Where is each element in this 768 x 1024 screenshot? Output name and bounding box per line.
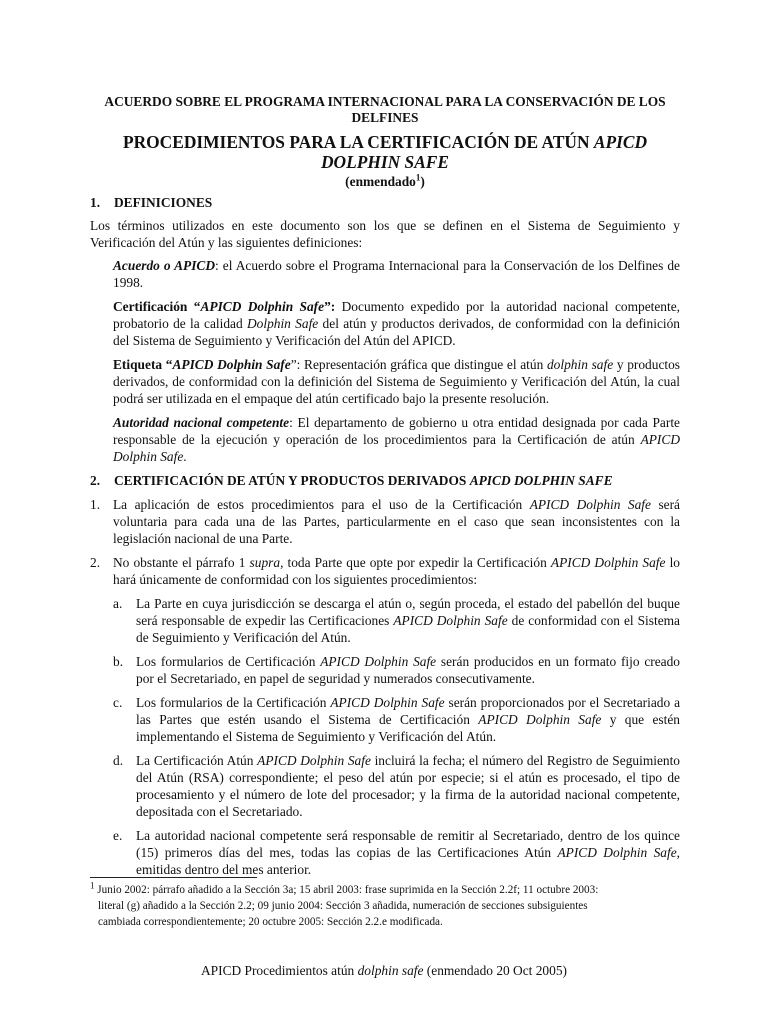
sub-list-item xyxy=(113,653,680,687)
italic-run: APICD Dolphin Safe xyxy=(478,712,602,727)
document-title xyxy=(90,132,680,172)
definition-term-close: ”: xyxy=(324,299,336,314)
text-run: incluirá la fecha; el número del Registro de Seguimiento del Atún (RSA) correspondiente; el peso del atún por especie; si el atún es procesado, el tipo de procesamiento y el número de lote del procesador; y la firma de la autoridad nacional competente, depositada con el Secretariado. xyxy=(136,753,681,819)
list-item-text xyxy=(113,554,680,588)
definition-text-rest: del atún y productos derivados, de conformidad con la definición del Sistema de Seguimiento y Verificación del Atún del APICD. xyxy=(113,316,680,348)
subtitle-text: (enmendado xyxy=(345,174,416,189)
section-1-heading xyxy=(90,194,680,211)
text-run: lo hará únicamente de conformidad con los siguientes procedimientos: xyxy=(113,555,681,587)
definition-term: Autoridad nacional competente xyxy=(113,415,290,430)
text-run: de conformidad con el Sistema de Seguimiento y Verificación del Atún. xyxy=(136,613,681,645)
definition-etiqueta xyxy=(113,356,680,407)
definition-text-italic: dolphin safe xyxy=(546,357,614,372)
text-run: No obstante el párrafo 1 xyxy=(113,555,250,570)
definition-term-italic: APICD Dolphin Safe xyxy=(200,299,325,314)
footnote-mark: 1 xyxy=(90,880,95,891)
document-body xyxy=(90,94,680,878)
sub-list-item xyxy=(113,827,680,878)
definition-certificacion xyxy=(113,298,680,349)
definition-acuerdo xyxy=(113,257,680,291)
sub-list-item-letter: d. xyxy=(113,753,124,768)
footnote-line-3: cambiada correspondientemente; 20 octubre 2005: Sección 2.2.e modificada. xyxy=(98,916,443,928)
document-supertitle: ACUERDO SOBRE EL PROGRAMA INTERNACIONAL PARA LA CONSERVACIÓN DE LOS DELFINES xyxy=(104,94,666,125)
footer-text: APICD Procedimientos atún xyxy=(201,963,358,978)
footnote xyxy=(90,882,680,930)
definition-term: Certificación “ xyxy=(113,299,201,314)
footer-text-rest: (enmendado 20 Oct 2005) xyxy=(423,963,567,978)
section-2-title-text: CERTIFICACIÓN DE ATÚN Y PRODUCTOS DERIVADOS xyxy=(114,473,470,488)
document-title-text: PROCEDIMIENTOS PARA LA CERTIFICACIÓN DE ATÚN xyxy=(122,132,594,152)
text-run: , toda Parte que opte por expedir la Certificación xyxy=(280,555,551,570)
list-item-number: 1. xyxy=(90,497,101,512)
italic-run: APICD Dolphin Safe xyxy=(320,654,437,669)
footnote-line-2: literal (g) añadido a la Sección 2.2; 09 junio 2004: Sección 3 añadida, numeración de secciones subsiguientes xyxy=(98,900,588,912)
sub-list-item xyxy=(113,752,680,820)
section-1-title: DEFINICIONES xyxy=(114,195,213,210)
definition-term: Acuerdo o APICD xyxy=(113,258,216,273)
definition-term-italic: APICD Dolphin Safe xyxy=(172,357,291,372)
sub-list-item-text xyxy=(136,595,680,646)
text-run: y que estén implementando el Sistema de Seguimiento y Verificación del Atún. xyxy=(136,712,680,744)
text-run: La Certificación Atún xyxy=(136,753,258,768)
subtitle-close: ) xyxy=(420,174,425,189)
text-run: La autoridad nacional competente será responsable de remitir al Secretariado, dentro de los quince (15) primeros días del mes, todas las copias de las Certificaciones Atún xyxy=(136,828,680,860)
sub-list-item-letter: c. xyxy=(113,695,123,710)
text-run: Los formularios de la Certificación xyxy=(136,695,331,710)
text-run: La aplicación de estos procedimientos para el uso de la Certificación xyxy=(113,497,530,512)
italic-run: APICD Dolphin Safe xyxy=(330,695,445,710)
sub-list-item-letter: e. xyxy=(113,828,123,843)
sub-list-item-text xyxy=(136,694,680,745)
footnote-line-1 xyxy=(90,882,680,898)
italic-run: APICD Dolphin Safe xyxy=(393,613,508,628)
section-2-title-italic: APICD DOLPHIN SAFE xyxy=(469,473,613,488)
list-item-text xyxy=(113,496,680,547)
sub-list-item-text xyxy=(136,752,680,820)
text-run: Los formularios de Certificación xyxy=(136,654,321,669)
text-run: será voluntaria para cada una de las Partes, particularmente en el caso que sean inconsistentes con la legislación nacional de una Parte. xyxy=(113,497,681,546)
italic-run: APICD Dolphin Safe xyxy=(257,753,371,768)
sub-list-item-text xyxy=(136,653,680,687)
list-item xyxy=(90,554,680,588)
definition-text: : el Acuerdo sobre el Programa Internacional para la Conservación de los Delfines de 1998. xyxy=(113,258,680,290)
definition-text-italic: APICD Dolphin Safe xyxy=(113,432,680,464)
list-item-number: 2. xyxy=(90,555,101,570)
definition-text: Documento expedido por la autoridad nacional competente, probatorio de la calidad xyxy=(113,299,681,331)
sub-list-item-letter: b. xyxy=(113,654,124,669)
document-subtitle xyxy=(90,173,680,190)
section-2-heading xyxy=(90,472,680,489)
definition-text-rest: y productos derivados, de conformidad con la definición del Sistema de Seguimiento y Verificación del Atún, la cual podrá ser utilizada en el empaque del atún certificado bajo la presente resolución. xyxy=(113,357,681,406)
text-run: La Parte en cuya jurisdicción se descarga el atún o, según proceda, el estado del pabellón del buque será responsable de expedir las Certificaciones xyxy=(136,596,680,628)
text-run: , emitidas dentro del mes anterior. xyxy=(136,845,681,877)
definition-text: : El departamento de gobierno u otra entidad designada por cada Parte responsable de la ejecución y operación de los procedimientos para la Certificación de atún xyxy=(113,415,680,447)
text-run: serán proporcionados por el Secretariado a las Partes que estén usando el Sistema de Certificación xyxy=(136,695,681,727)
section-2-title xyxy=(114,472,613,489)
page-footer xyxy=(0,962,768,979)
definition-autoridad xyxy=(113,414,680,465)
text-run: serán producidos en un formato fijo creado por el Secretariado, en papel de seguridad y numerados consecutivamente. xyxy=(136,654,680,686)
definition-text: ”: Representación gráfica que distingue el atún xyxy=(290,357,547,372)
footnote-reference: 1 xyxy=(415,172,421,183)
list-item xyxy=(90,496,680,547)
definition-text-italic: Dolphin Safe xyxy=(246,316,319,331)
document-title-italic: APICD DOLPHIN SAFE xyxy=(320,132,648,172)
footnote-text: Junio 2002: párrafo añadido a la Sección 3a; 15 abril 2003: frase suprimida en la Sección 2.2f; 11 octubre 2003: xyxy=(94,884,599,896)
italic-run: APICD Dolphin Safe xyxy=(550,555,666,570)
sub-list-item xyxy=(113,694,680,745)
footer-italic: dolphin safe xyxy=(357,963,424,978)
italic-run: APICD Dolphin Safe xyxy=(529,497,651,512)
italic-run: APICD Dolphin Safe xyxy=(557,845,677,860)
sub-list-item-text xyxy=(136,827,680,878)
footnote-divider xyxy=(90,877,257,878)
definition-term: Etiqueta “ xyxy=(113,357,173,372)
section-1-number: 1. xyxy=(90,195,101,210)
italic-run: supra xyxy=(249,555,281,570)
definition-text-rest: . xyxy=(183,449,187,464)
sub-list-item xyxy=(113,595,680,646)
section-2-number: 2. xyxy=(90,473,101,488)
sub-list-item-letter: a. xyxy=(113,596,123,611)
section-1-intro: Los términos utilizados en este documento son los que se definen en el Sistema de Seguimiento y Verificación del Atún y las siguientes definiciones: xyxy=(90,218,680,250)
